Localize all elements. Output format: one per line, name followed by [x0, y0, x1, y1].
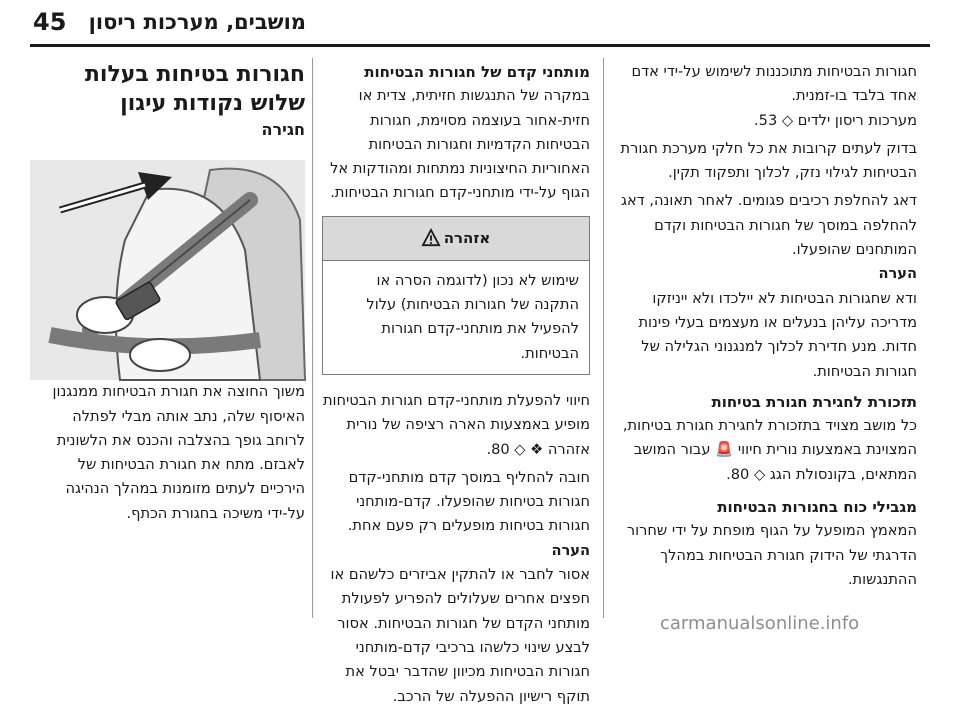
- section-title: חגורות בטיחות בעלות שלוש נקודות עיגון: [84, 62, 305, 116]
- warning-header: [323, 217, 589, 261]
- column-separator-left: [312, 58, 313, 618]
- footer-watermark: carmanualsonline.info: [660, 613, 860, 634]
- replacement-paragraph: חובה להחליף במוסך קדם מותחני-קדם חגורות בטיחות שהופעלו. קדם-מותחני חגורות בטיחות מופעלים רק פעם אחת.: [347, 468, 590, 535]
- page-header: [0, 0, 960, 52]
- child-restraint-reference: מערכות ריסון ילדים ◇ 53.: [754, 111, 917, 129]
- reminder-text: כל מושב מצויד בתזכורת לחגירת חגורת בטיחות, המצוינת באמצעות נורית חיווי 🚨 עבור המושב המתאים, בקונסולת הגג ◇ 80.: [622, 417, 917, 483]
- warning-body: [323, 261, 589, 374]
- pretensioner-text: במקרה של התנגשות חזיתית, צדית או חזית-אחור בעוצמה מסוימת, חגורות הבטיחות הקדמיות וחגורות הבטיחות האחוריות החיצוניות נמתחות ומהודקות אל הגוף על-ידי מותחני-קדם חגורות הבטיחות.: [330, 87, 590, 202]
- indicator-paragraph: חיווי להפעלת מותחני-קדם חגורות הבטיחות מופיע באמצעות הארה רציפה של נורית אזהרה ❖ ◇ 80.: [322, 391, 590, 458]
- accident-paragraph: דאג להחלפת רכיבים פגומים. לאחר תאונה, דאג להחלפה במוסך של חגורות הבטיחות וקדם המותחנים שהופעלו.: [620, 192, 917, 259]
- warning-text: שימוש לא נכון (לדוגמה הסרה או התקנה של חגורות הבטיחות) עלול להפעיל את מותחני-קדם חגורות הבטיחות.: [366, 271, 579, 362]
- limiter-title: מגבילי כוח בחגורות הבטיחות: [717, 498, 917, 517]
- section-subtitle: חגירה: [261, 120, 305, 139]
- note-label: הערה: [878, 265, 917, 283]
- note-label: הערה: [551, 541, 590, 559]
- intro-paragraph: חגורות הבטיחות מתוכננות לשימוש על-ידי אדם אחד בלבד בו-זמנית.: [631, 63, 917, 105]
- limiter-text: המאמץ המופעל על הגוף מופחת על ידי שחרור הדרגתי של הידוק חגורת הבטיחות במהלך ההתנגשות.: [626, 522, 917, 588]
- reminder-title: תזכורת לחגירת חגורת בטיחות: [711, 392, 917, 411]
- figure-caption: משוך החוצה את חגורת הבטיחות ממנגנון האיסוף שלה, נתב אותה מבלי לפתלה לרוחב גופך בהצלבה והכנס את הלשונית לאבזם. מתח את חגורת הבטיחות של הירכיים לעתים מזומנות במהלך הנהיגה על-ידי משיכה בחגורת הכתף.: [52, 383, 305, 522]
- warning-triangle-icon: [422, 229, 440, 247]
- warning-title: אזהרה: [443, 229, 491, 248]
- right-column: [617, 60, 917, 592]
- seatbelt-illustration: [30, 160, 305, 380]
- note-text: אסור לחבר או להתקין אביזרים כלשהם או חפצים אחרים שעלולים להפריע לפעולת מותחני הקדם של חגורות הבטיחות. אסור לבצע שינוי כלשהו ברכיבי קדם-מותחני חגורות הבטיחות מכיוון שהדבר יבטל את תוקף רישיון ההפעלה של הרכב.: [330, 566, 590, 705]
- seatbelt-drawing: [30, 160, 305, 380]
- page-number: 45: [33, 8, 67, 36]
- header-rule: [30, 44, 930, 47]
- note-text: ודא שחגורות הבטיחות לא יילכדו ולא ייניזקו מדריכה עליהן בנעלים או מעצמים בעלי פינות חדות. מנע חדירת לכלוך למנגנוני הגלילה של חגורות הבטיחות.: [638, 289, 917, 380]
- inspection-paragraph: בדוק לעתים קרובות את כל חלקי מערכת חגורת הבטיחות לגילוי נזק, לכלוך ותפקוד תקין.: [620, 139, 917, 182]
- running-title: מושבים, מערכות ריסון: [88, 10, 306, 34]
- pretensioner-title: מותחני קדם של חגורות הבטיחות: [364, 63, 590, 81]
- warning-box: [322, 216, 590, 375]
- left-column: [30, 60, 305, 526]
- column-separator-right: [603, 58, 604, 618]
- middle-column: [322, 60, 590, 709]
